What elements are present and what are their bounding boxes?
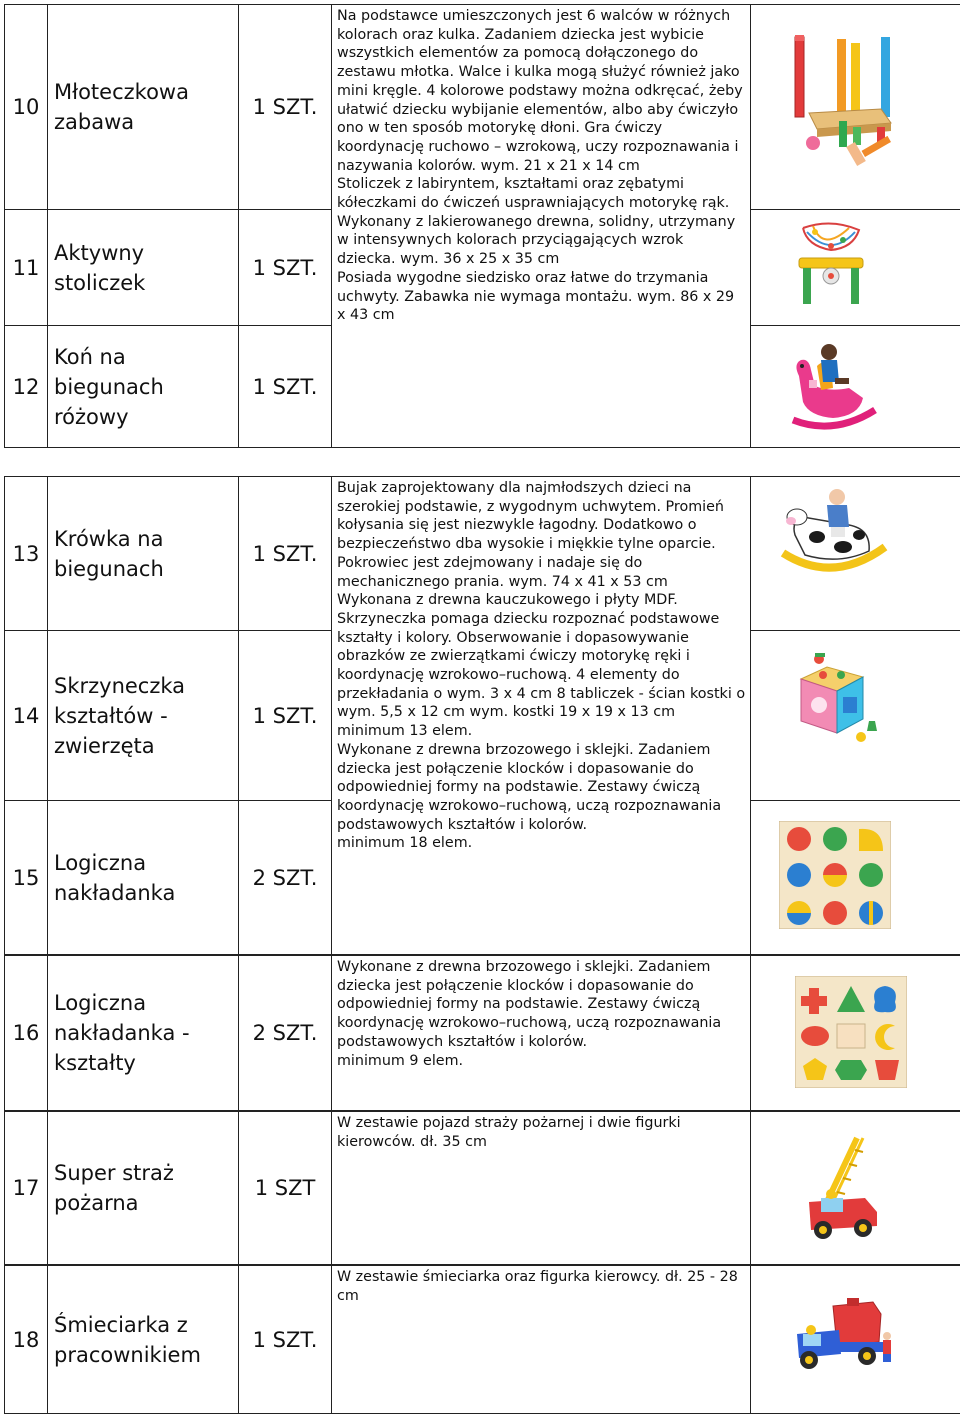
shape-puzzle-board-photo <box>779 821 891 929</box>
row-number: 13 <box>5 477 48 631</box>
product-image-cell <box>751 5 960 210</box>
row-number: 14 <box>5 631 48 801</box>
table-row <box>5 1266 960 1414</box>
product-description: Na podstawce umieszczonych jest 6 walców w różnych kolorach oraz kulka. Zadaniem dziecka jest wybicie wszystkich elementów za pomocą dołączonego do zestawu młotka. Walce i kulka mogą służyć również jako mini kręgle. 4 kolorowe podstawy można odkręcać, żeby ułatwić dziecku wybijanie elementów, albo aby ćwiczyło ono w ten sposób motorykę dłoni. Gra ćwiczy koordynację ruchowo – wzrokową, uczy rozpoznawania i nazywania kolorów. wym. 21 x 21 x 14 cm Stoliczek z labiryntem, kształtami oraz zębatymi kółeczkami do ćwiczeń usprawniających motorykę rąk. Wykonany z lakierowanego drewna, solidny, utrzymany w intensywnych kolorach przyciągających wzrok dziecka. wym. 36 x 25 x 35 cm Posiada wygodne siedzisko oraz łatwe do trzymania uchwyty. Zabawka nie wymaga montażu. wym. 86 x 29 x 43 cm <box>332 5 751 448</box>
items-table-group-3 <box>4 955 960 1111</box>
quantity: 1 SZT. <box>239 326 332 448</box>
quantity: 1 SZT. <box>239 1266 332 1414</box>
quantity: 2 SZT. <box>239 801 332 955</box>
product-name: Śmieciarka z pracownikiem <box>48 1266 239 1414</box>
product-name: Aktywny stoliczek <box>48 210 239 326</box>
row-number: 17 <box>5 1112 48 1265</box>
shape-sorter-cube-photo <box>793 649 879 745</box>
product-image-cell <box>751 1112 960 1265</box>
row-number: 15 <box>5 801 48 955</box>
items-table-group-4 <box>4 1111 960 1265</box>
items-table-group-1 <box>4 4 960 448</box>
hammer-bench-toy-photo <box>791 31 897 169</box>
product-description: W zestawie pojazd straży pożarnej i dwie figurki kierowców. dł. 35 cm <box>332 1112 751 1265</box>
table-row <box>5 956 960 1111</box>
quantity: 1 SZT. <box>239 631 332 801</box>
cow-rocker-photo <box>779 485 889 581</box>
fire-truck-toy-photo <box>795 1132 885 1244</box>
items-table-group-5 <box>4 1265 960 1414</box>
quantity: 2 SZT. <box>239 956 332 1111</box>
quantity: 1 SZT. <box>239 210 332 326</box>
quantity: 1 SZT. <box>239 5 332 210</box>
table-row <box>5 5 960 210</box>
product-name: Logiczna nakładanka - kształty <box>48 956 239 1111</box>
pink-rocking-horse-photo <box>789 336 879 436</box>
product-image-cell <box>751 956 960 1111</box>
product-name: Krówka na biegunach <box>48 477 239 631</box>
row-number: 12 <box>5 326 48 448</box>
row-number: 18 <box>5 1266 48 1414</box>
product-name: Młoteczkowa zabawa <box>48 5 239 210</box>
product-image-cell <box>751 1266 960 1414</box>
product-description: Wykonane z drewna brzozowego i sklejki. Zadaniem dziecka jest połączenie klocków i dopasowanie do odpowiedniej formy na podstawie. Zestawy ćwiczą koordynację wzrokowo–ruchową, uczą rozpoznawania podstawowych kształtów i kolorów. minimum 9 elem. <box>332 956 751 1111</box>
quantity: 1 SZT. <box>239 477 332 631</box>
row-number: 10 <box>5 5 48 210</box>
activity-table-toy-photo <box>793 218 869 308</box>
product-image-cell <box>751 326 960 448</box>
shapes-puzzle-board-photo <box>795 976 907 1088</box>
product-description: W zestawie śmieciarka oraz figurka kierowcy. dł. 25 - 28 cm <box>332 1266 751 1414</box>
product-image-cell <box>751 477 960 631</box>
product-image-cell <box>751 801 960 955</box>
garbage-truck-toy-photo <box>789 1296 893 1376</box>
product-name: Skrzyneczka kształtów - zwierzęta <box>48 631 239 801</box>
table-row <box>5 1112 960 1265</box>
row-number: 16 <box>5 956 48 1111</box>
product-name: Koń na biegunach różowy <box>48 326 239 448</box>
product-image-cell <box>751 210 960 326</box>
table-row <box>5 477 960 631</box>
row-number: 11 <box>5 210 48 326</box>
product-description: Bujak zaprojektowany dla najmłodszych dzieci na szerokiej podstawie, z wygodnym uchwytem. Promień kołysania się jest niezwykle łagodny. Dodatkowo o bezpieczeństwo dba wysokie i miękkie tylne oparcie. Pokrowiec jest zdejmowany i nadaje się do mechanicznego prania. wym. 74 x 41 x 53 cm Wykonana z drewna kauczukowego i płyty MDF. Skrzyneczka pomaga dziecku rozpoznać podstawowe kształty i kolory. Obserwowanie i dopasowywanie obrazków ze zwierzątkami ćwiczy motorykę ręki i koordynację wzrokowo–ruchową. 4 elementy do przekładania o wym. 3 x 4 cm 8 tabliczek - ścian kostki o wym. 5,5 x 12 cm wym. kostki 19 x 19 x 13 cm minimum 13 elem. Wykonane z drewna brzozowego i sklejki. Zadaniem dziecka jest połączenie klocków i dopasowanie do odpowiedniej formy na podstawie. Zestawy ćwiczą koordynację wzrokowo–ruchową, uczą rozpoznawania podstawowych kształtów i kolorów. minimum 18 elem. <box>332 477 751 955</box>
product-image-cell <box>751 631 960 801</box>
items-table-group-2 <box>4 476 960 955</box>
product-name: Logiczna nakładanka <box>48 801 239 955</box>
quantity: 1 SZT <box>239 1112 332 1265</box>
product-name: Super straż pożarna <box>48 1112 239 1265</box>
